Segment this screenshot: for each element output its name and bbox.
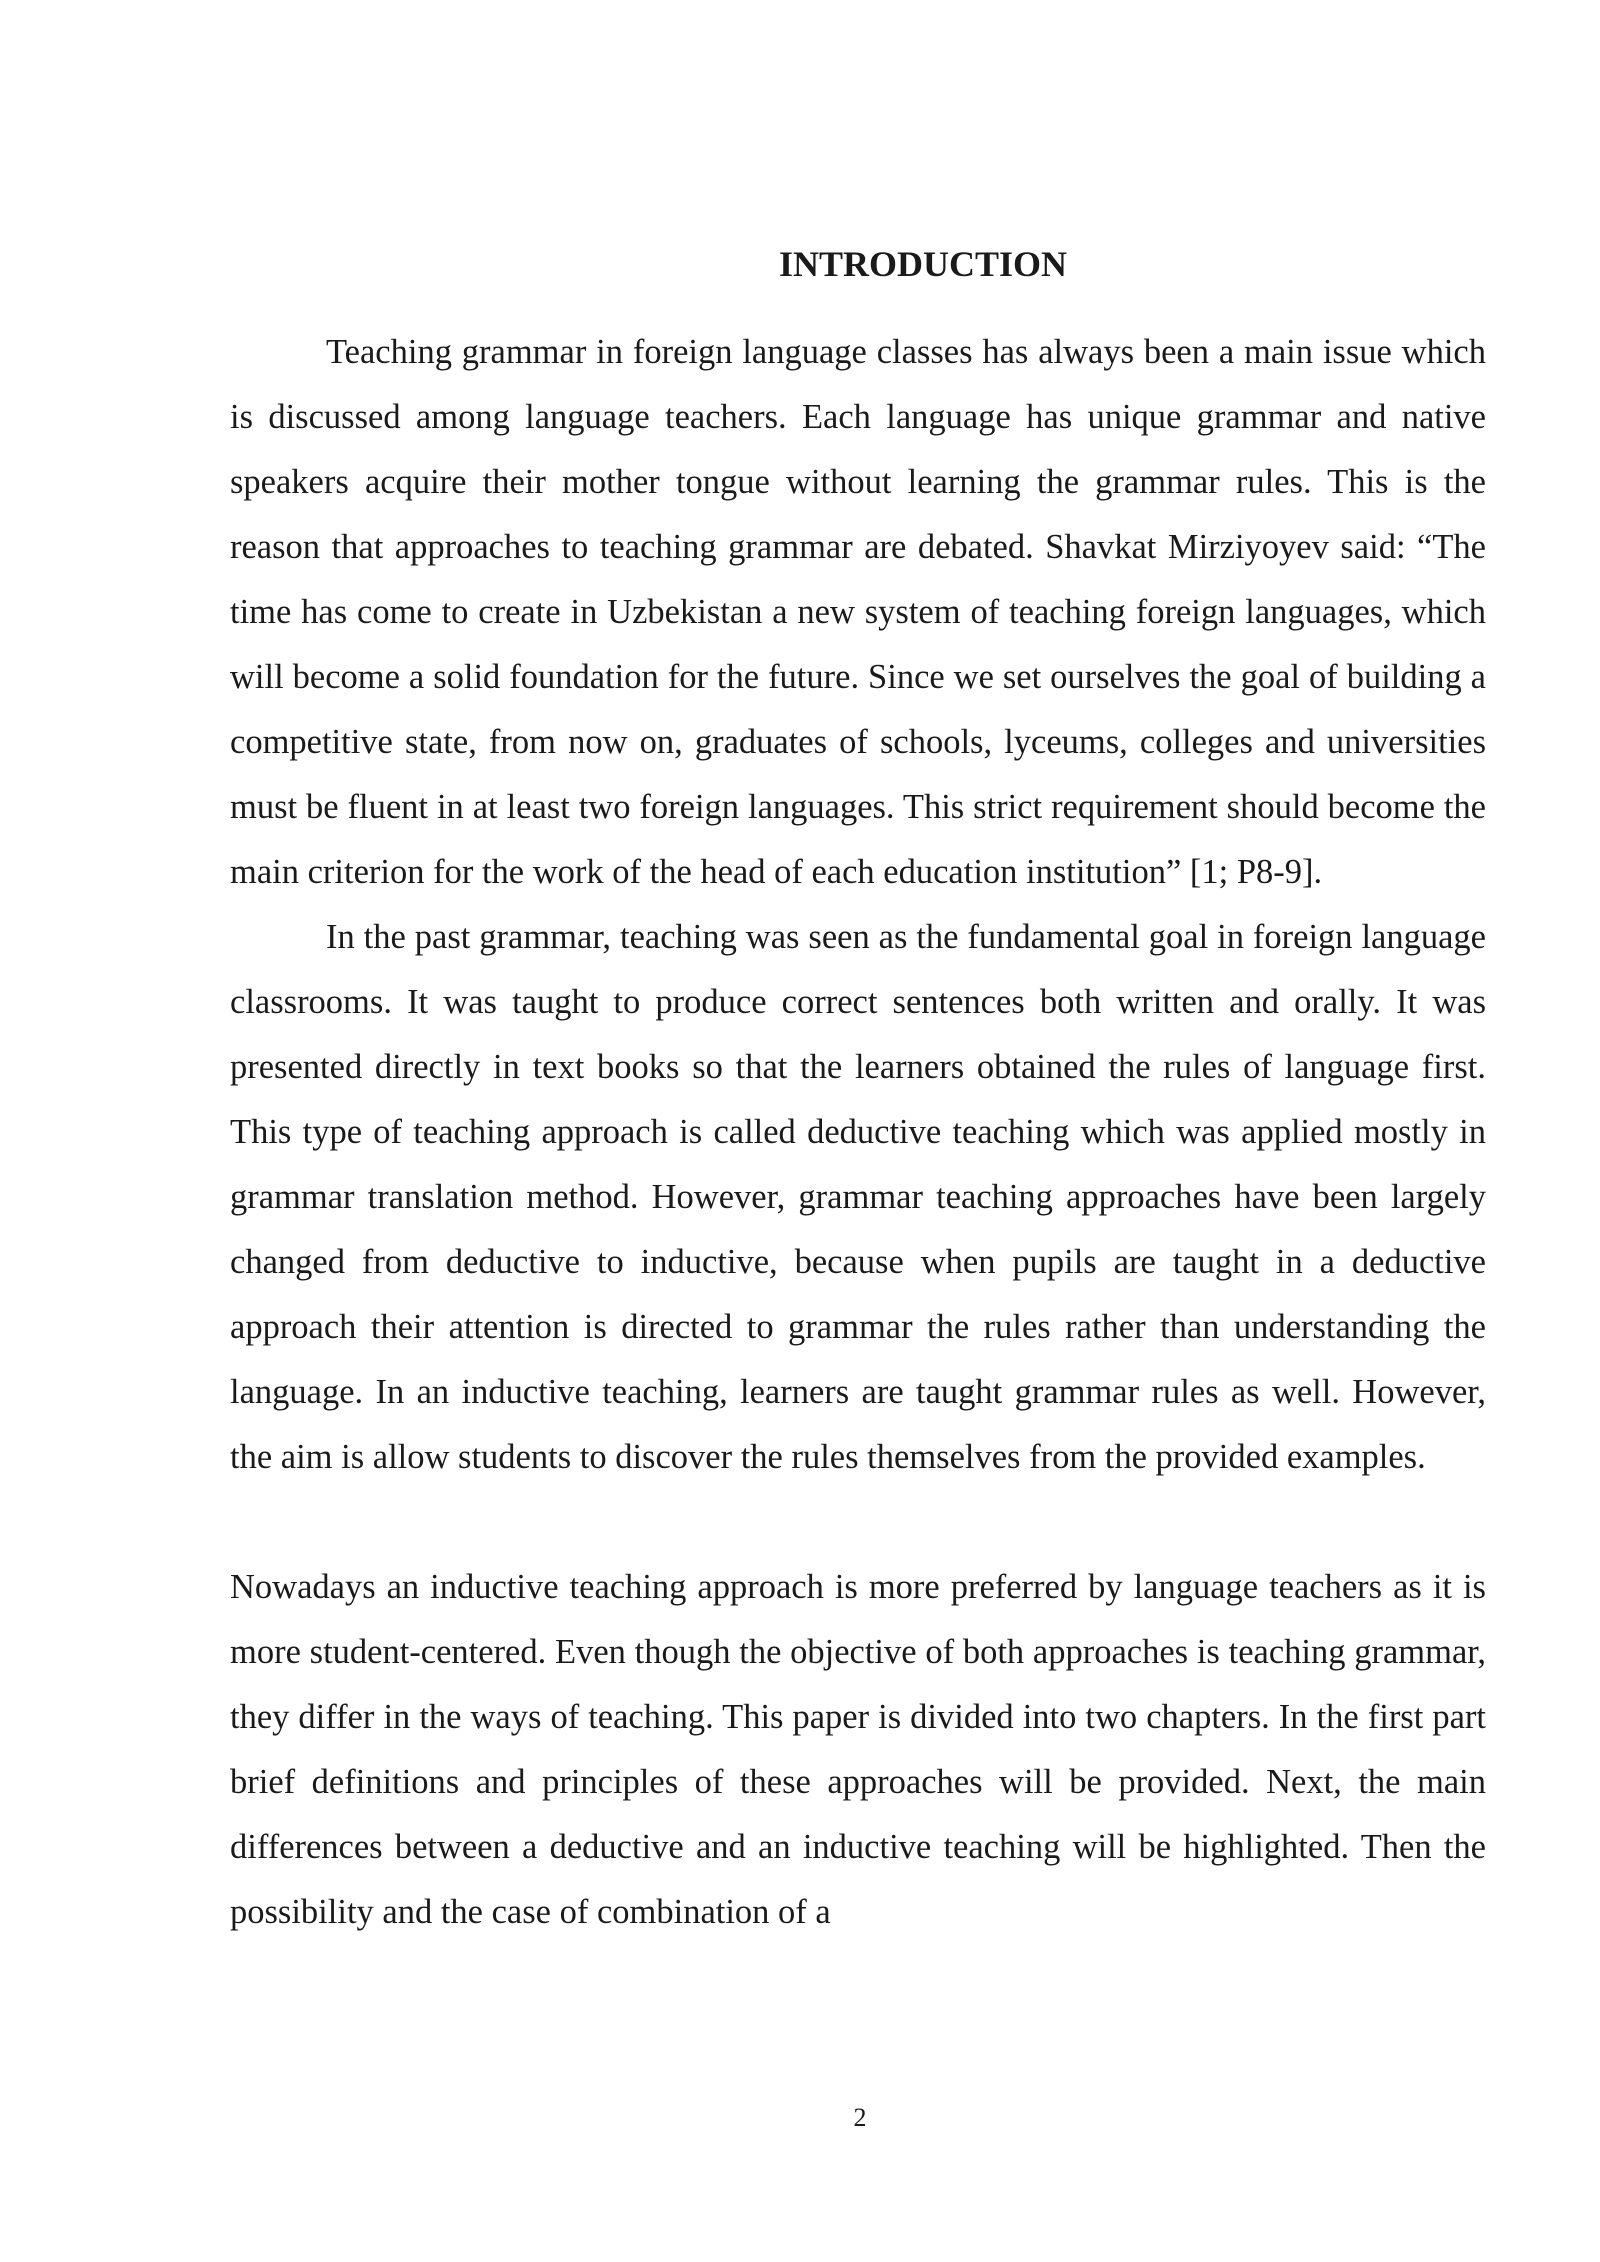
paragraph-2: In the past grammar, teaching was seen as the fundamental goal in foreign language classrooms. It was taught to produce correct sentences both written and orally. It was presented directly in text books so that the learners obtained the rules of language first. This type of teaching approach is called deductive teaching which was applied mostly in grammar translation method. However, grammar teaching approaches have been largely changed from deductive to inductive, because when pupils are taught in a deductive approach their attention is directed to grammar the rules rather than understanding the language. In an inductive teaching, learners are taught grammar rules as well. However, the aim is allow students to discover the rules themselves from the provided examples.	[230, 918, 1486, 1476]
paragraph-1: Teaching grammar in foreign language classes has always been a main issue which is discussed among language teachers. Each language has unique grammar and native speakers acquire their mother tongue without learning the grammar rules. This is the reason that approaches to teaching grammar are debated. Shavkat Mirziyoyev said: “The time has come to create in Uzbekistan a new system of teaching foreign languages, which will become a solid foundation for the future. Since we set ourselves the goal of building a competitive state, from now on, graduates of schools, lyceums, colleges and universities must be fluent in at least two foreign languages. This strict requirement should become the main criterion for the work of the head of each education institution” [1; P8-9].	[230, 333, 1486, 891]
body-text	[230, 320, 1486, 1945]
page-number: 2	[853, 2103, 867, 2132]
paragraph-3: Nowadays an inductive teaching approach is more preferred by language teachers as it is more student-centered. Even though the objective of both approaches is teaching grammar, they differ in the ways of teaching. This paper is divided into two chapters. In the first part brief definitions and principles of these approaches will be provided. Next, the main differences between a deductive and an inductive teaching will be highlighted. Then the possibility and the case of combination of a	[230, 1568, 1486, 1931]
section-heading: INTRODUCTION	[778, 244, 1068, 284]
